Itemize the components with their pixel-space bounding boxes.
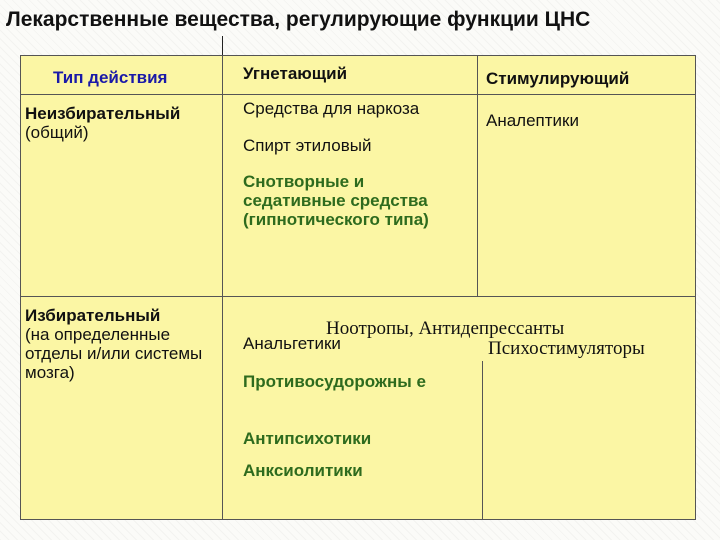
row-nonselective-label: [25, 104, 225, 142]
nonselective-label-bold: Неизбирательный: [25, 104, 181, 123]
column-divider-2: [477, 56, 478, 296]
nonselective-label-sub: (общий): [25, 123, 89, 142]
stimulating-item-analeptics: Аналептики: [486, 111, 579, 130]
classification-table: [20, 55, 696, 520]
header-stimulating: Стимулирующий: [486, 69, 630, 88]
header-depressing: Угнетающий: [243, 64, 348, 83]
depressing-item-anxiolytics: Анксиолитики: [243, 461, 363, 480]
spanning-note: Ноотропы, Антидепрессанты: [326, 318, 565, 339]
stimulating-item-psychostimulants: Психостимуляторы: [488, 338, 645, 359]
selective-label-bold: Избирательный: [25, 306, 161, 325]
title-tick-line: [222, 36, 223, 56]
row-divider: [21, 296, 695, 297]
depressing-item-hypnotics: Снотворные и седативные средства (гипнотического типа): [243, 172, 429, 229]
header-divider: [21, 94, 695, 95]
column-divider-1: [222, 56, 223, 296]
slide-title: Лекарственные вещества, регулирующие функции ЦНС: [6, 8, 591, 31]
selective-label-sub: (на определенные отделы и/или системы мозга): [25, 325, 203, 382]
row-selective-label: [25, 306, 221, 382]
header-type-of-action: Тип действия: [53, 68, 168, 87]
depressing-item-anticonvulsants: Противосудорожны е: [243, 372, 426, 391]
column-divider-1-lower: [222, 296, 223, 519]
column-divider-2-lower: [482, 361, 483, 519]
depressing-item-analgesics: Анальгетики: [243, 334, 341, 353]
depressing-item-anesthesia: Средства для наркоза: [243, 99, 420, 118]
depressing-item-antipsychotics: Антипсихотики: [243, 429, 372, 448]
depressing-item-ethanol: Спирт этиловый: [243, 136, 372, 155]
